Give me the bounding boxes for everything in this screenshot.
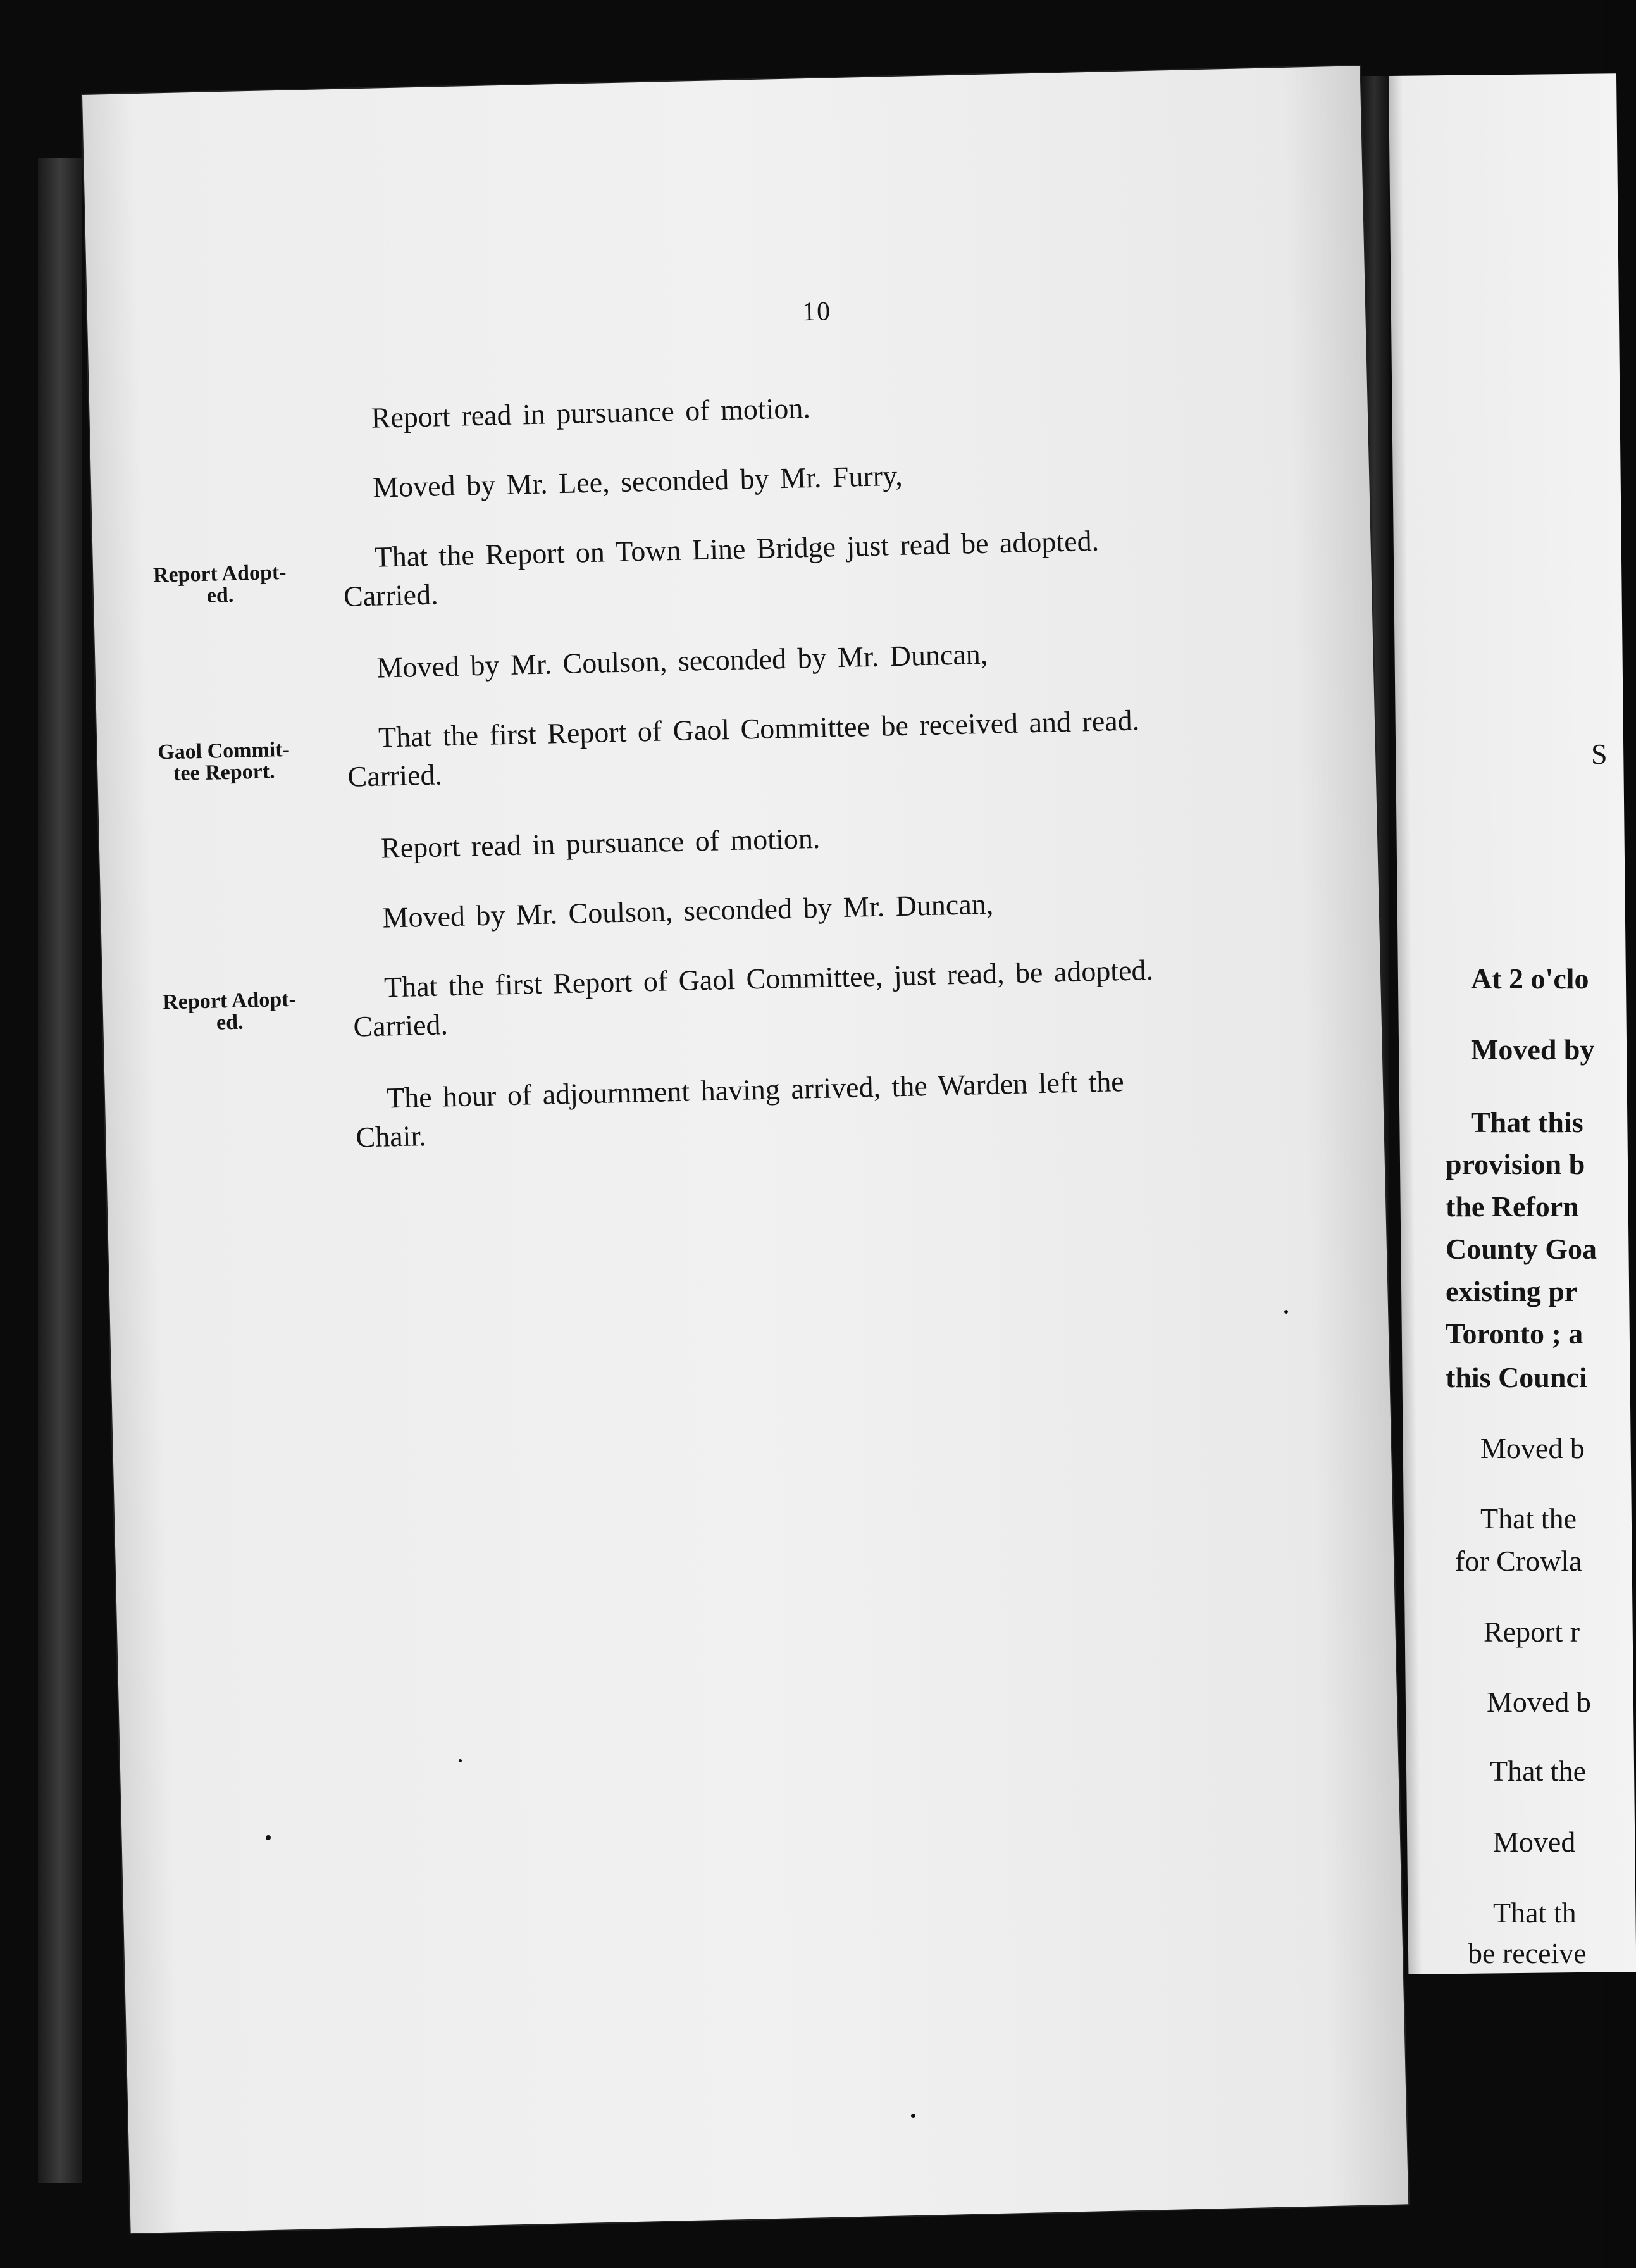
carried-text: Chair. — [355, 1119, 427, 1154]
paragraph: Report read in pursuance of motion. — [371, 392, 811, 434]
right-line: That th — [1493, 1897, 1577, 1929]
right-line: S — [1591, 738, 1608, 770]
paragraph: The hour of adjournment having arrived, the Warden left the — [386, 1065, 1125, 1114]
right-line: Moved — [1493, 1826, 1576, 1858]
margin-note: Report Adopt- ed. — [162, 987, 297, 1035]
right-line: provision b — [1446, 1148, 1585, 1180]
carried-text: Carried. — [347, 758, 443, 793]
margin-note: Report Adopt- ed. — [152, 560, 287, 608]
speck — [459, 1759, 462, 1762]
right-line: That the — [1490, 1755, 1586, 1787]
right-line: At 2 o'clo — [1471, 963, 1589, 995]
right-page — [1389, 76, 1608, 1974]
paragraph: That the first Report of Gaol Committee be received and read. — [378, 704, 1140, 754]
margin-note: Gaol Commit- tee Report. — [157, 737, 290, 786]
paragraph: Moved by Mr. Coulson, seconded by Mr. Duncan, — [382, 887, 994, 934]
right-line: Toronto ; a — [1446, 1318, 1583, 1350]
page-number: 10 — [802, 297, 832, 327]
right-line: the Reforn — [1446, 1190, 1579, 1223]
right-line: Moved b — [1487, 1686, 1591, 1718]
paragraph: That the Report on Town Line Bridge just read be adopted. — [374, 524, 1100, 573]
right-line: County Goa — [1446, 1233, 1597, 1265]
right-line: Moved by — [1471, 1033, 1595, 1066]
carried-text: Carried. — [352, 1008, 449, 1043]
right-line: for Crowla — [1455, 1545, 1582, 1577]
right-line: Moved b — [1480, 1432, 1585, 1464]
speck — [911, 2114, 915, 2118]
right-line: this Counci — [1446, 1361, 1587, 1393]
right-line: existing pr — [1446, 1275, 1578, 1307]
paragraph: That the first Report of Gaol Committee, just read, be adopted. — [383, 953, 1154, 1004]
paragraph: Report read in pursuance of motion. — [380, 821, 821, 864]
right-line: be receive — [1468, 1937, 1587, 1969]
paragraph: Moved by Mr. Coulson, seconded by Mr. Duncan, — [376, 637, 988, 684]
speck — [266, 1835, 271, 1840]
right-line: That the — [1480, 1502, 1577, 1535]
paragraph: Moved by Mr. Lee, seconded by Mr. Furry, — [372, 459, 903, 504]
speck — [1284, 1310, 1288, 1314]
right-line: Report r — [1484, 1616, 1580, 1648]
book-edge-left — [38, 158, 82, 2183]
right-line: That this — [1471, 1106, 1583, 1138]
carried-text: Carried. — [343, 578, 439, 613]
left-page — [82, 66, 1408, 2233]
